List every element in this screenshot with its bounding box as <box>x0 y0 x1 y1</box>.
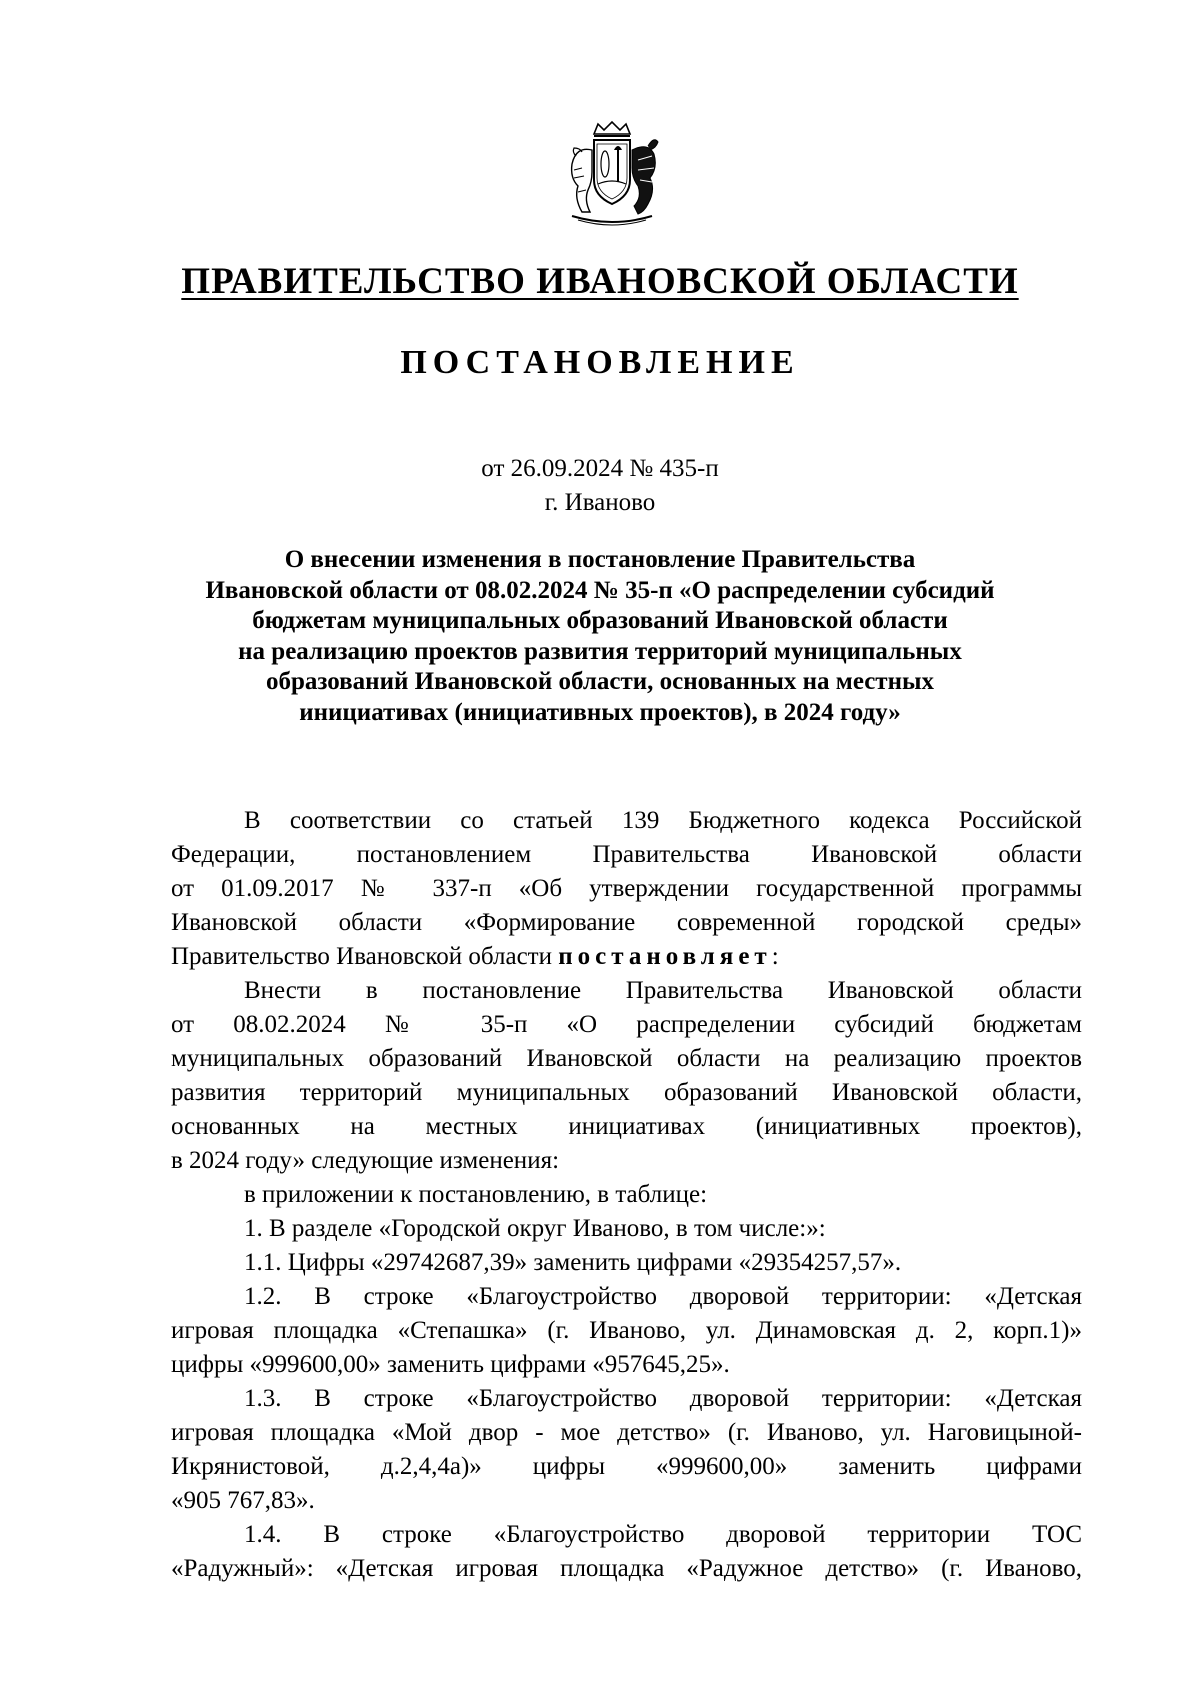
organization-title: ПРАВИТЕЛЬСТВО ИВАНОВСКОЙ ОБЛАСТИ <box>181 261 1019 302</box>
body-line: в 2024 году» следующие изменения: <box>171 1147 560 1174</box>
body-line: 1.3. В строке «Благоустройство дворовой территории: «Детская <box>244 1385 1082 1412</box>
body-line: 1. В разделе «Городской округ Иваново, в том числе:»: <box>244 1215 826 1242</box>
city: г. Иваново <box>544 489 656 516</box>
body-line: развития территорий муниципальных образований Ивановской области, <box>171 1079 1082 1106</box>
preamble-last: Правительство Ивановской области <box>171 943 559 970</box>
body-line: 1.4. В строке «Благоустройство дворовой территории ТОС <box>244 1521 1082 1548</box>
body-line: 1.2. В строке «Благоустройство дворовой территории: «Детская <box>244 1283 1082 1310</box>
body-line: цифры «999600,00» заменить цифрами «957645,25». <box>171 1351 730 1378</box>
body-line: Федерации, постановлением Правительства Ивановской области <box>171 841 1082 868</box>
body-line: основанных на местных инициативах (инициативных проектов), <box>171 1113 1082 1140</box>
resolves-word: постановляет <box>558 943 772 970</box>
body-line: Икрянистовой, д.2,4,4а)» цифры «999600,00» заменить цифрами <box>171 1453 1082 1480</box>
document-date-block <box>0 452 1200 520</box>
body-line: в приложении к постановлению, в таблице: <box>244 1181 708 1208</box>
body-line: «Радужный»: «Детская игровая площадка «Радужное детство» (г. Иваново, <box>171 1555 1082 1582</box>
subject-line: Ивановской области от 08.02.2024 № 35-п «О распределении субсидий <box>205 576 995 604</box>
body-line: 1.1. Цифры «29742687,39» заменить цифрами «29354257,57». <box>244 1249 902 1276</box>
body-line: В соответствии со статьей 139 Бюджетного кодекса Российской <box>244 807 1082 834</box>
body-line: от 01.09.2017 № 337-п «Об утверждении государственной программы <box>171 875 1082 902</box>
document-subject <box>150 545 1050 729</box>
body-line: от 08.02.2024 № 35-п «О распределении субсидий бюджетам <box>171 1011 1082 1038</box>
body-line: игровая площадка «Мой двор - мое детство» (г. Иваново, ул. Наговицыной- <box>171 1419 1082 1446</box>
document-type: ПОСТАНОВЛЕНИЕ <box>400 344 800 381</box>
ivanovo-oblast-coat-of-arms-icon <box>562 120 662 230</box>
document-body <box>171 804 1082 1586</box>
body-line: Ивановской области «Формирование современной городской среды» <box>171 909 1082 936</box>
subject-line: О внесении изменения в постановление Правительства <box>284 546 916 573</box>
subject-line: инициативах (инициативных проектов), в 2024 году» <box>299 698 901 726</box>
body-line: Внести в постановление Правительства Ивановской области <box>244 977 1082 1004</box>
subject-line: образований Ивановской области, основанных на местных <box>265 668 935 696</box>
body-line <box>171 940 1082 974</box>
body-line: «905 767,83». <box>171 1487 315 1514</box>
subject-line: бюджетам муниципальных образований Ивановской области <box>252 607 948 635</box>
subject-line: на реализацию проектов развития территорий муниципальных <box>238 637 962 665</box>
body-line: игровая площадка «Степашка» (г. Иваново, ул. Динамовская д. 2, корп.1)» <box>171 1317 1082 1344</box>
body-line: муниципальных образований Ивановской области на реализацию проектов <box>171 1045 1082 1072</box>
date-number: от 26.09.2024 № 435-п <box>481 455 719 482</box>
colon: : <box>771 943 779 970</box>
